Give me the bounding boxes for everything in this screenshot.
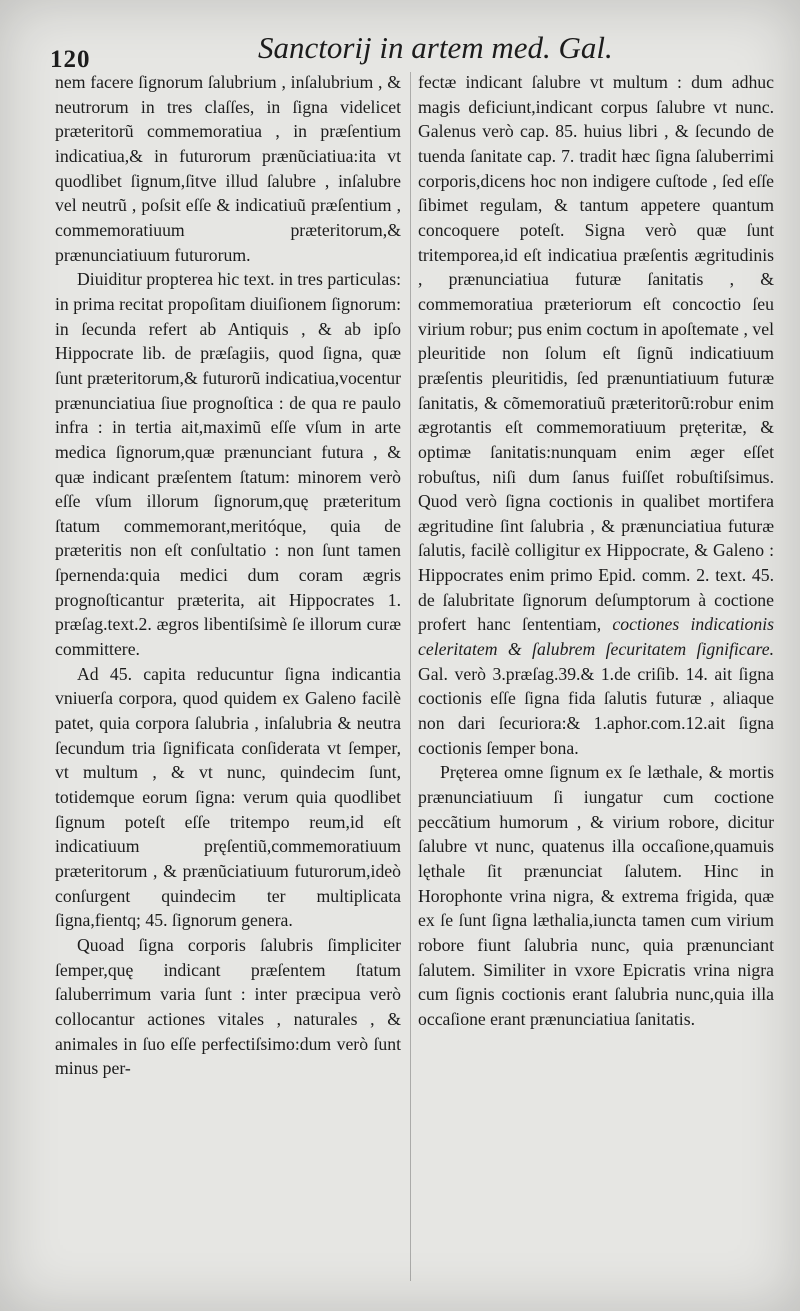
paragraph: Diuiditur propterea hic text. in tres particulas: in prima recitat propoſitam diuiſionem ſignorum: in ſecunda refert ab Antiquis , & ab ipſo Hippocrate lib. de præſagiis, quod ſigna, quæ ſunt præteritorum,& futurorũ indicatiua,vocentur prænunciatiua ſiue prognoſtica : de qua re paulo infra : in tertia ait,maximũ eſſe vſum in arte medica ſignorum,quæ prænunciant futura , & quæ indicant præſentem ſtatum: minorem verò eſſe vſum illorum ſignorum,quę præteritum ſtatum commemorant,meritóque, quia de præteritis non eſt conſultatio : non ſunt tamen ſpernenda:quia medici dum coram ægris prognoſticantur præterita, ait Hippocrates 1. præſag.text.2. ægros libentiſsimè ſe illorum curæ committere. xyxy=(55,269,401,660)
right-column xyxy=(418,70,774,1289)
paragraph: Ad 45. capita reducuntur ſigna indicantia vniuerſa corpora, quod quidem ex Galeno facilè patet, quia corpora ſalubria , inſalubria & neutra ſecundum tria ſignificata conſiderata vt ſemper, vt multum , & vt nunc, quindecim ſunt, totidemque eorum ſigna: verum quia quodlibet ſignum poteſt eſſe tritempo reum,id eſt indicatiuum pręſentiũ,commemoratiuum præteritorum , & prænũciatiuum futurorum,ideò conſurgent quindecim ter multiplicata ſigna,fientq; 45. ſignorum genera. xyxy=(55,663,401,931)
page-number: 120 xyxy=(50,46,91,73)
running-title: Sanctorij in artem med. Gal. xyxy=(258,30,613,65)
paragraph: nem facere ſignorum ſalubrium , inſalubrium , & neutrorum in tres claſſes, in ſigna videlicet præteritorũ commemoratiua , in præſentium indicatiua,& in futurorum prænũciatiua:ita vt quodlibet ſignum,ſitve illud ſalubre , inſalubre vel neutrũ , poſsit eſſe & indicatiuũ præſentium , commemoratiuum præteritorum,& prænunciatiuum futurorum. xyxy=(55,72,401,265)
paragraph-text: fectæ indicant ſalubre vt multum : dum adhuc magis deficiunt,indicant corpus ſalubre vt nunc. Galenus verò cap. 85. huius libri , & ſecundo de tuenda ſanitate cap. 7. tradit hæc ſigna ſaluberrimi corporis,dicens hoc non indigere cuſtode , ſed eſſe ſibimet regulam, & tantum appetere quantum concoquere poteſt. Signa verò quæ ſunt tritemporea,id eſt indicatiua præſentis ægritudinis , prænunciatiua futuræ ſanitatis , & commemoratiua præteriorum eſt concoctio ſeu virium robur; pus enim coctum in apoſtemate , vel pleuritide non ſolum eſt ſignũ indicatiuum præſentis pleuritidis, ſed prænuntiatiuum futuræ ſanitatis, & cõmemoratiuũ præteritorũ:robur enim ægrotantis eſt commemoratiuum pręteritæ, & optimæ ſanitatis:nunquam enim æger eſſet robuſtus, niſi dum ſanus fuiſſet robuſtiſsimus. Quod verò ſigna coctionis in qualibet mortifera ægritudine ſint ſalubria , & prænunciatiua futuræ ſalutis, facilè colligitur ex Hippocrate, & Galeno : Hippocrates enim primo Epid. comm. 2. text. 45. de ſalubritate ſignorum deſumptorum à coctione profert hanc ſententiam, xyxy=(418,72,774,635)
paragraph: Quoad ſigna corporis ſalubris ſimpliciter ſemper,quę indicant præſentem ſtatum ſaluberrimum varia ſunt : inter præcipua verò collocantur actiones vitales , naturales , & animales in ſuo eſſe perfectiſsimo:dum verò ſunt minus per- xyxy=(55,934,401,1079)
quotation-italic: coctiones indicationis celeritatem & ſalubrem ſecuritatem ſignificare. xyxy=(418,614,774,660)
paragraph-text: Gal. verò 3.præſag.39.& 1.de criſib. 14. ait ſigna coctionis eſſe ſigna fida ſalutis futuræ , aliaque non dari ſecuriora:& 1.aphor.com.12.ait ſigna coctionis ſemper bona. xyxy=(418,663,774,758)
paragraph: Pręterea omne ſignum ex ſe læthale, & mortis prænunciatiuum ſi iungatur cum coctione peccãtium humorum , & virium robore, dicitur ſalubre vt nunc, quatenus illa occaſione,quamuis lęthale ſit prænunciat ſalutem. Hinc in Horophonte vrina nigra, & extrema frigida, quæ ex ſe ſunt ſigna læthalia,iuncta tamen cum virium robore fiunt ſalubria nunc, quia prænunciant ſalutem. Similiter in vxore Epicratis vrina nigra cum ſignis coctionis erant ſalubria nunc,quia illa occaſione erant prænunciatiua ſanitatis. xyxy=(418,762,774,1029)
paragraph xyxy=(418,70,774,760)
left-column xyxy=(55,70,401,1289)
column-divider xyxy=(410,72,411,1281)
